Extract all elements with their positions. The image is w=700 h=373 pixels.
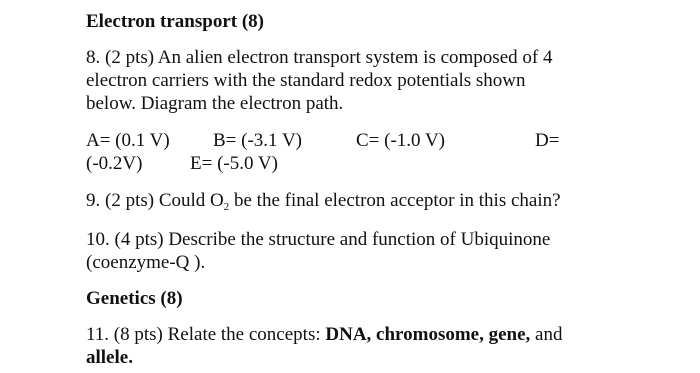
question-11-joiner: and bbox=[530, 324, 563, 345]
question-11-last-term: allele. bbox=[86, 347, 133, 368]
question-9-text-after: be the final electron acceptor in this chain? bbox=[229, 190, 561, 211]
redox-potential-b: B= (-3.1 V) bbox=[213, 130, 302, 151]
question-9-text-before: 9. (2 pts) Could O bbox=[86, 190, 224, 211]
question-10-line-1: 10. (4 pts) Describe the structure and function of Ubiquinone bbox=[86, 229, 551, 250]
section-heading-electron-transport: Electron transport (8) bbox=[86, 11, 265, 32]
question-10-line-2: (coenzyme-Q ). bbox=[86, 252, 206, 273]
question-8-line-3: below. Diagram the electron path. bbox=[86, 93, 344, 114]
question-8-line-1: 8. (2 pts) An alien electron transport system is composed of 4 bbox=[86, 47, 553, 68]
question-11-line-1 bbox=[86, 324, 562, 346]
section-heading-genetics: Genetics (8) bbox=[86, 288, 183, 309]
question-11-prefix: 11. (8 pts) Relate the concepts: bbox=[86, 324, 326, 345]
question-11-terms: DNA, chromosome, gene, bbox=[325, 324, 531, 345]
redox-potential-c: C= (-1.0 V) bbox=[356, 130, 445, 151]
redox-potential-e: E= (-5.0 V) bbox=[190, 153, 278, 174]
question-9 bbox=[86, 190, 561, 218]
redox-potential-d-label: D= bbox=[535, 130, 560, 151]
redox-potential-d-value: (-0.2V) bbox=[86, 153, 143, 174]
question-9-subscript: 2 bbox=[223, 201, 230, 213]
redox-potential-a: A= (0.1 V) bbox=[86, 130, 170, 151]
question-8-line-2: electron carriers with the standard redox potentials shown bbox=[86, 70, 526, 91]
